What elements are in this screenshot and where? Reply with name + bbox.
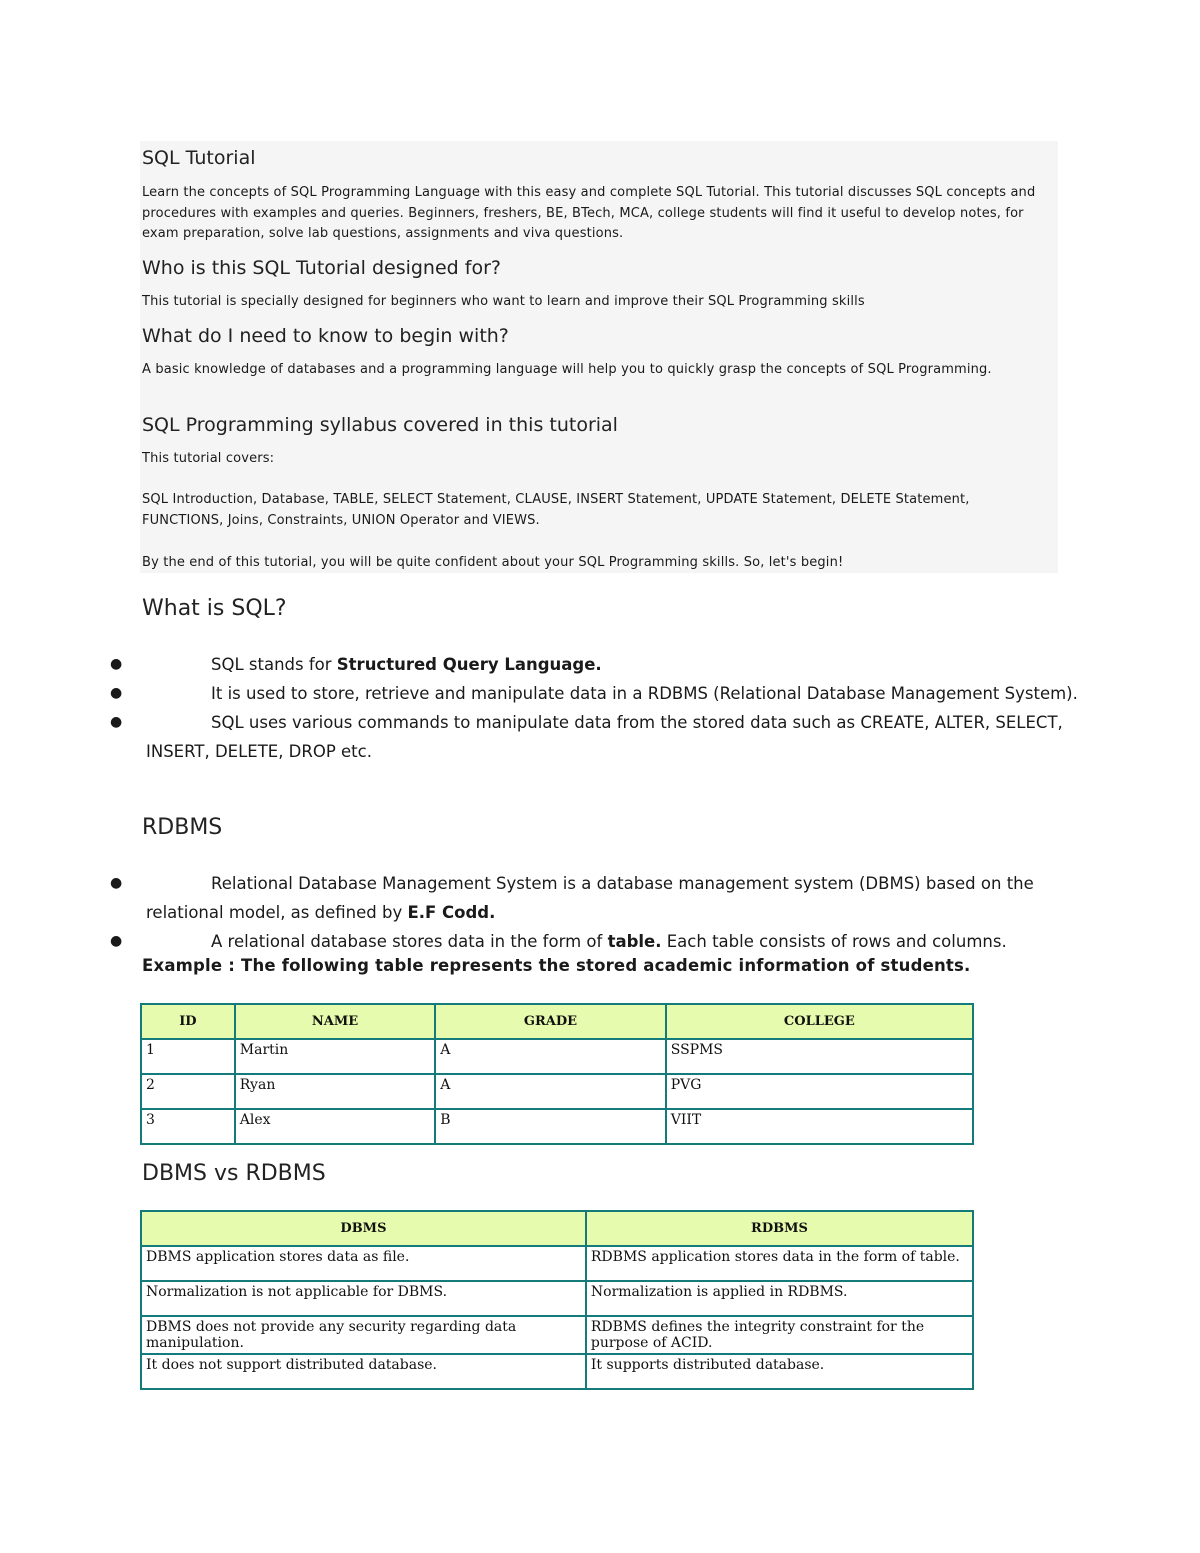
rdbms-list: [0, 869, 1100, 956]
table-row: [141, 1316, 973, 1354]
prerequisites-heading: What do I need to know to begin with?: [142, 325, 509, 347]
table-row: [141, 1074, 973, 1109]
rdbms-heading: RDBMS: [142, 815, 223, 840]
what-is-sql-heading: What is SQL?: [142, 596, 287, 621]
table-row: [141, 1246, 973, 1281]
bullet-icon: ●: [110, 685, 123, 701]
column-header: ID: [141, 1004, 235, 1039]
intro-panel: [140, 141, 1058, 573]
table-cell: SSPMS: [666, 1039, 973, 1074]
table-cell: Martin: [235, 1039, 436, 1074]
prerequisites-paragraph: A basic knowledge of databases and a programming language will help you to quickly grasp the concepts of SQL Programming.: [142, 362, 992, 377]
example-caption: Example : The following table represents the stored academic information of students.: [142, 956, 971, 975]
column-header: DBMS: [141, 1211, 586, 1246]
bullet-icon: ●: [110, 933, 123, 949]
table-cell: DBMS application stores data as file.: [141, 1246, 586, 1281]
column-header: NAME: [235, 1004, 436, 1039]
table-cell: Alex: [235, 1109, 436, 1144]
table-row: [141, 1354, 973, 1389]
comparison-table: [140, 1210, 974, 1390]
students-table: [140, 1003, 974, 1145]
bullet-icon: ●: [110, 714, 123, 730]
table-cell: Ryan: [235, 1074, 436, 1109]
audience-heading: Who is this SQL Tutorial designed for?: [142, 257, 501, 279]
table-cell: A: [435, 1039, 665, 1074]
table-row: [141, 1039, 973, 1074]
table-cell: DBMS does not provide any security regarding data manipulation.: [141, 1316, 586, 1354]
table-row: [141, 1109, 973, 1144]
what-is-sql-list: [0, 650, 1100, 766]
column-header: RDBMS: [586, 1211, 973, 1246]
table-cell: PVG: [666, 1074, 973, 1109]
column-header: COLLEGE: [666, 1004, 973, 1039]
table-cell: 2: [141, 1074, 235, 1109]
audience-paragraph: This tutorial is specially designed for beginners who want to learn and improve their SQL Programming skills: [142, 294, 865, 309]
table-cell: 1: [141, 1039, 235, 1074]
bullet-icon: ●: [110, 875, 123, 891]
table-header-row: [141, 1004, 973, 1039]
list-item: ● It is used to store, retrieve and manipulate data in a RDBMS (Relational Database Management System).: [0, 679, 1100, 708]
table-cell: It supports distributed database.: [586, 1354, 973, 1389]
list-item: ● SQL stands for Structured Query Language.: [0, 650, 1100, 679]
syllabus-topics: SQL Introduction, Database, TABLE, SELECT Statement, CLAUSE, INSERT Statement, UPDATE Statement, DELETE Statement, FUNCTIONS, Joins, Constraints, UNION Operator and VIEWS.: [142, 492, 970, 528]
closing-paragraph: By the end of this tutorial, you will be quite confident about your SQL Programming skills. So, let's begin!: [142, 555, 844, 570]
column-header: GRADE: [435, 1004, 665, 1039]
table-cell: Normalization is applied in RDBMS.: [586, 1281, 973, 1316]
table-cell: RDBMS application stores data in the form of table.: [586, 1246, 973, 1281]
bullet-icon: ●: [110, 656, 123, 672]
table-cell: RDBMS defines the integrity constraint for the purpose of ACID.: [586, 1316, 973, 1354]
list-item: ● A relational database stores data in the form of table. Each table consists of rows and columns.: [0, 927, 1100, 956]
table-cell: A: [435, 1074, 665, 1109]
table-row: [141, 1281, 973, 1316]
table-cell: 3: [141, 1109, 235, 1144]
table-cell: Normalization is not applicable for DBMS.: [141, 1281, 586, 1316]
syllabus-intro: This tutorial covers:: [142, 451, 275, 466]
table-header-row: [141, 1211, 973, 1246]
list-item: ● Relational Database Management System is a database management system (DBMS) based on the relational model, as defined by E.F Codd.: [0, 869, 1100, 927]
intro-paragraph: Learn the concepts of SQL Programming Language with this easy and complete SQL Tutorial. This tutorial discusses SQL concepts and procedures with examples and queries. Beginners, freshers, BE, BTech, MCA, college students will find it useful to develop notes, for exam preparation, solve lab questions, assignments and viva questions.: [142, 185, 1036, 241]
table-cell: VIIT: [666, 1109, 973, 1144]
dbms-vs-rdbms-heading: DBMS vs RDBMS: [142, 1161, 326, 1186]
syllabus-heading: SQL Programming syllabus covered in this tutorial: [142, 414, 618, 436]
list-item: ● SQL uses various commands to manipulate data from the stored data such as CREATE, ALTER, SELECT, INSERT, DELETE, DROP etc.: [0, 708, 1100, 766]
page-title: SQL Tutorial: [142, 147, 256, 169]
table-cell: It does not support distributed database.: [141, 1354, 586, 1389]
table-cell: B: [435, 1109, 665, 1144]
